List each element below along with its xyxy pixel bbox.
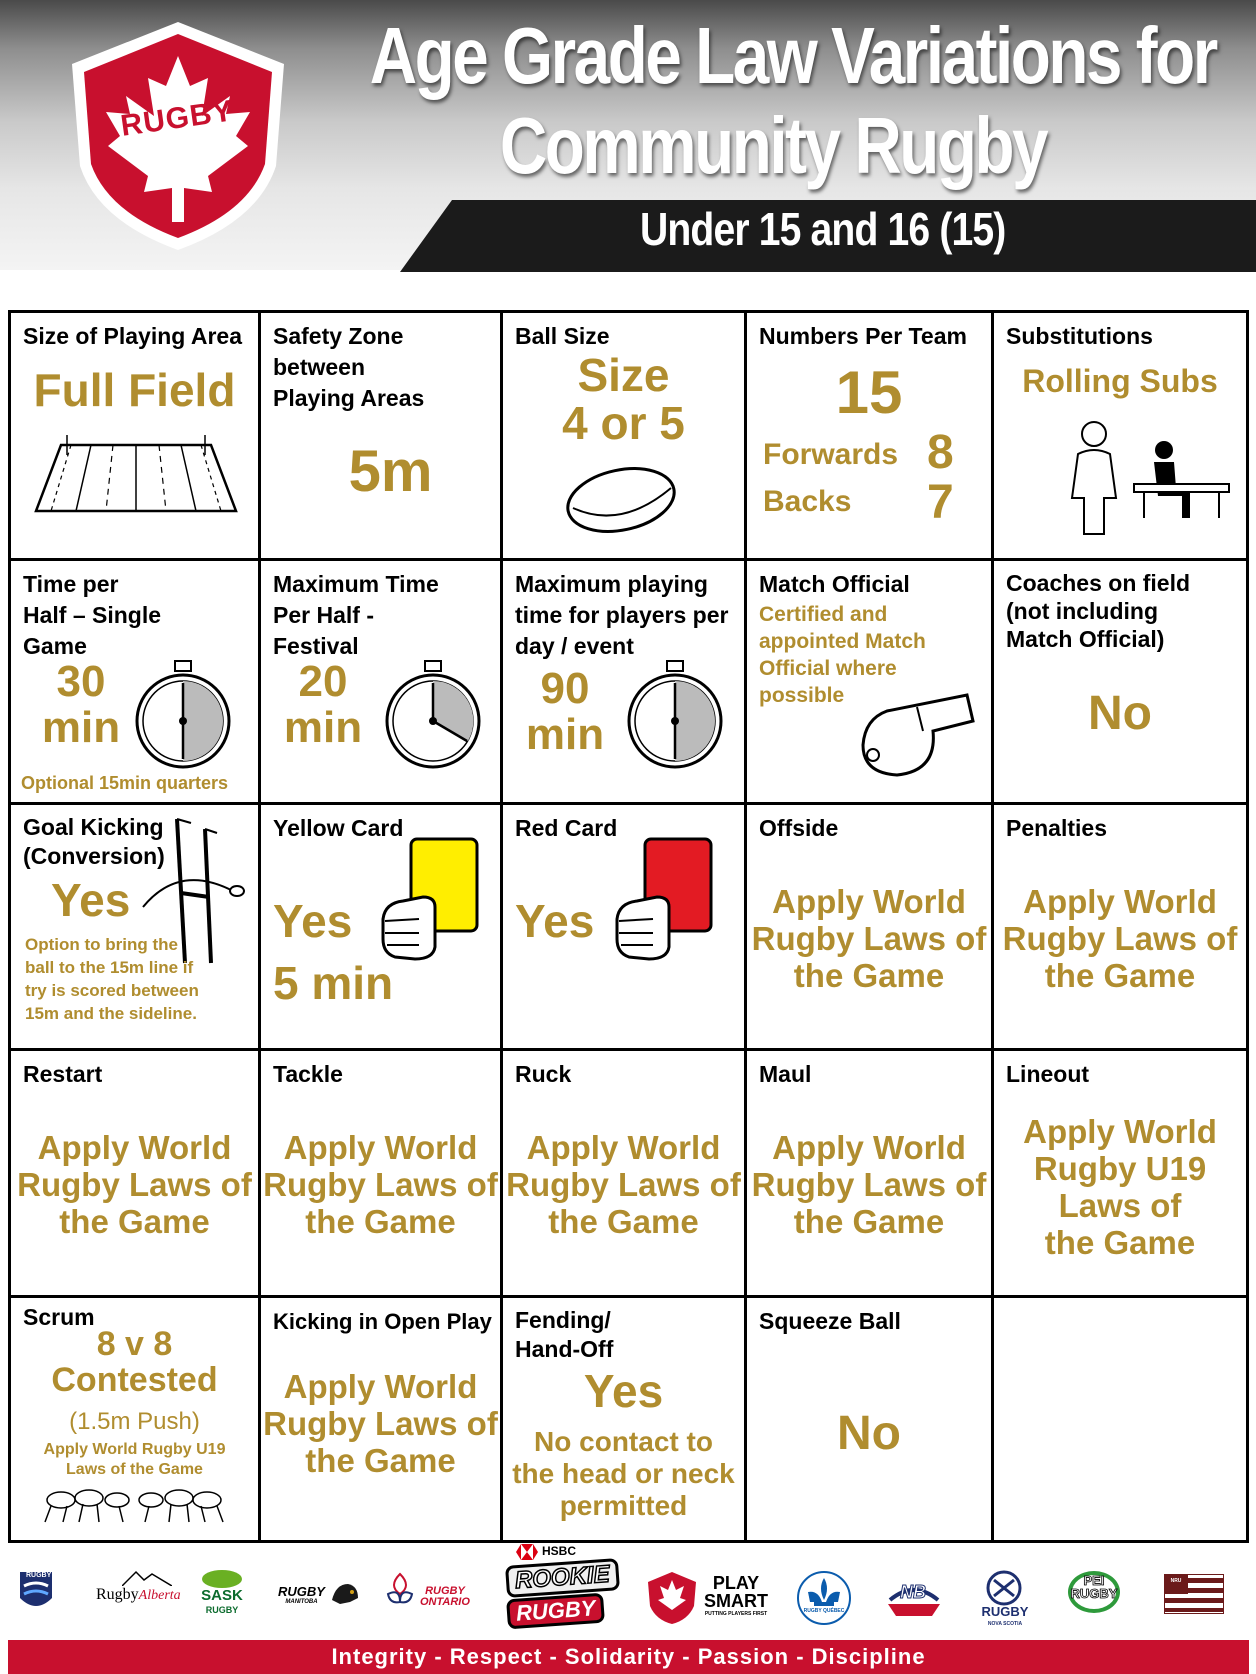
goal-kicking-value: Yes <box>51 874 131 926</box>
rugby-ball-icon <box>561 458 681 538</box>
value-line: Apply World <box>772 883 966 920</box>
value-line: Rugby Laws of <box>1002 920 1238 957</box>
trillium-icon <box>386 1572 414 1612</box>
quebec-fleur-de-lis-icon <box>796 1570 852 1626</box>
cell-label <box>1006 569 1190 653</box>
value-line: Contested <box>51 1361 218 1399</box>
value-line: Rugby Laws of <box>263 1166 498 1203</box>
fending-value: Yes <box>583 1365 664 1417</box>
label-line: Maximum playing <box>515 571 708 597</box>
note-line: No contact to <box>534 1426 713 1457</box>
ball-size-value <box>503 351 744 447</box>
label-line: Goal Kicking <box>23 814 164 840</box>
time-single-value <box>31 659 131 751</box>
logo-text: RUGBY <box>981 1604 1029 1619</box>
value-line: Apply World <box>1023 1113 1217 1150</box>
cell-squeeze-ball <box>747 1298 994 1540</box>
time-per-day-value <box>515 666 615 758</box>
cell-offside <box>747 805 994 1051</box>
restart-value <box>11 1129 258 1240</box>
bc-logo-text: RUGBY <box>26 1572 52 1579</box>
cell-time-per-day <box>503 561 747 805</box>
value-line: 4 or 5 <box>562 397 685 449</box>
page-title-line-1: Age Grade Law Variations for <box>369 11 1216 100</box>
cell-safety-zone <box>261 313 503 561</box>
cell-numbers-per-team <box>747 313 994 561</box>
value-number: 20 <box>298 657 348 706</box>
label-line: between <box>273 354 366 380</box>
numbers-value: 15 <box>835 359 903 426</box>
hsbc-logo-text: HSBC <box>542 1544 577 1558</box>
playing-area-value: Full Field <box>33 364 236 416</box>
value-line: Yes <box>273 895 353 947</box>
scrum-push: (1.5m Push) <box>69 1408 200 1435</box>
value-line: Apply World <box>526 1129 721 1166</box>
label-line: Maximum Time <box>273 571 439 597</box>
label-line: Hand-Off <box>515 1336 614 1362</box>
cell-coaches-on-field <box>994 561 1246 805</box>
label-line: day / event <box>515 633 634 659</box>
value-line: the Game <box>793 957 945 994</box>
label-line: Safety Zone <box>273 323 404 349</box>
cell-kicking-open-play <box>261 1298 503 1540</box>
cell-maul <box>747 1051 994 1298</box>
scrum-value <box>11 1326 258 1398</box>
logo-text: Alberta <box>138 1588 181 1603</box>
time-single-note: Optional 15min quarters <box>21 773 229 793</box>
scrum-icon <box>39 1484 229 1524</box>
logo-text: RUGBY <box>506 1593 605 1630</box>
substitutions-value: Rolling Subs <box>1022 363 1218 399</box>
yellow-card-value <box>273 890 393 1014</box>
label-line: Game <box>23 633 87 659</box>
red-card-value: Yes <box>515 895 595 947</box>
logo-text: Rugby <box>96 1586 139 1603</box>
logo-text: ONTARIO <box>420 1596 470 1608</box>
maul-value <box>747 1129 991 1240</box>
play-smart-logo <box>704 1574 768 1618</box>
kicking-open-play-value <box>261 1368 500 1479</box>
goal-kicking-note <box>25 933 199 1025</box>
fending-note <box>503 1426 744 1522</box>
note-line: the head or neck <box>512 1458 735 1489</box>
rugby-field-icon <box>31 433 241 517</box>
value-line: Apply World <box>283 1368 478 1405</box>
cell-label: Ball Size <box>515 323 610 349</box>
page-subtitle: Under 15 and 16 (15) <box>640 203 1006 255</box>
forwards-value: 8 <box>927 426 954 479</box>
cell-fending-hand-off <box>503 1298 747 1540</box>
ontario-logo <box>420 1586 470 1608</box>
cell-label: Offside <box>759 815 839 841</box>
value-line: Rugby U19 <box>1033 1150 1207 1187</box>
cell-label <box>273 569 439 662</box>
cell-label: Substitutions <box>1006 323 1153 349</box>
cell-ball-size <box>503 313 747 561</box>
cell-label <box>23 569 161 662</box>
logo-text: PLAY <box>712 1573 760 1593</box>
value-number: 30 <box>56 657 106 706</box>
cell-scrum <box>11 1298 261 1540</box>
cell-label <box>515 1306 613 1364</box>
tackle-value <box>261 1129 500 1240</box>
law-variations-grid <box>8 310 1249 1543</box>
quebec-logo-text: RUGBY QUÉBEC <box>803 1608 845 1614</box>
lineout-value <box>994 1113 1246 1261</box>
note-line: Laws of the Game <box>66 1461 203 1478</box>
stopwatch-icon <box>383 659 483 771</box>
cell-label: Maul <box>759 1061 812 1087</box>
safety-zone-value: 5m <box>348 439 433 504</box>
logo-text: MANITOBA <box>285 1599 318 1605</box>
cell-tackle <box>261 1051 503 1298</box>
nova-scotia-emblem-icon <box>984 1570 1024 1606</box>
cell-label: Penalties <box>1006 815 1107 841</box>
motto-bar <box>8 1640 1249 1674</box>
cell-time-single-game <box>11 561 261 805</box>
value-line: appointed Match <box>759 630 926 653</box>
shield-logo-text: RUGBY <box>118 94 236 143</box>
header-banner <box>0 0 1256 270</box>
value-line: Apply World <box>37 1129 232 1166</box>
nova-scotia-logo <box>978 1606 1032 1630</box>
value-line: Rugby Laws of <box>506 1166 741 1203</box>
partner-logo-row <box>0 1544 1256 1648</box>
cell-label: Squeeze Ball <box>759 1308 901 1334</box>
player-and-bench-icon <box>1054 418 1234 538</box>
offside-value <box>747 883 991 994</box>
cell-match-official <box>747 561 994 805</box>
label-line: time for players per <box>515 602 729 628</box>
cell-label: Red Card <box>515 815 618 841</box>
stopwatch-icon <box>625 659 725 771</box>
pei-logo <box>1070 1574 1118 1600</box>
note-line: 15m and the sideline. <box>25 1004 197 1023</box>
cell-label: Numbers Per Team <box>759 323 967 349</box>
value-line: Apply World <box>283 1129 478 1166</box>
label-line: Per Half - <box>273 602 374 628</box>
cell-substitutions <box>994 313 1246 561</box>
yellow-card-icon <box>379 835 489 965</box>
logo-text: RUGBY <box>425 1585 465 1597</box>
value-number: 90 <box>540 664 590 713</box>
cell-time-festival <box>261 561 503 805</box>
cell-label: Match Official <box>759 571 910 597</box>
cell-ruck <box>503 1051 747 1298</box>
cell-label: Ruck <box>515 1061 572 1087</box>
cell-label: Yellow Card <box>273 815 404 841</box>
value-line: 8 v 8 <box>96 1325 173 1363</box>
alberta-logo <box>96 1586 181 1604</box>
note-line: Option to bring the <box>25 935 178 954</box>
sask-logo <box>200 1588 244 1618</box>
note-line: ball to the 15m line if <box>25 958 194 977</box>
note-line: permitted <box>559 1490 688 1521</box>
mountain-icon <box>122 1570 172 1586</box>
value-line: the Game <box>305 1203 456 1240</box>
value-line: the Game <box>1044 1224 1196 1261</box>
cell-empty <box>994 1298 1246 1540</box>
squeeze-ball-value: No <box>837 1407 901 1460</box>
value-line: Rugby Laws of <box>751 920 987 957</box>
value-line: Certified and <box>759 603 888 626</box>
value-line: Laws of <box>1058 1187 1182 1224</box>
rookie-rugby-logo <box>506 1560 611 1632</box>
nl-logo-text: NRU <box>1170 1578 1182 1584</box>
logo-text: RUGBY <box>278 1584 325 1599</box>
value-unit: min <box>283 703 363 752</box>
value-line: Official where <box>759 657 897 680</box>
backs-value: 7 <box>927 476 954 529</box>
value-line: Apply World <box>772 1129 966 1166</box>
logo-text: RUGBY <box>205 1605 239 1615</box>
label-line: Coaches on field <box>1006 570 1191 596</box>
values-motto: Integrity - Respect - Solidarity - Passion - Discipline <box>331 1644 926 1669</box>
value-line: Rugby Laws of <box>263 1405 498 1442</box>
hsbc-hexagon-icon <box>516 1544 538 1560</box>
cell-lineout <box>994 1051 1246 1298</box>
cell-label: Restart <box>23 1061 103 1087</box>
value-line: the Game <box>1044 957 1196 994</box>
red-card-icon <box>613 835 723 965</box>
logo-text: SMART <box>704 1591 768 1611</box>
bison-icon <box>330 1580 360 1606</box>
cell-goal-kicking <box>11 805 261 1051</box>
value-line: Rugby Laws of <box>751 1166 987 1203</box>
coaches-value: No <box>1088 687 1152 740</box>
label-line: Match Official) <box>1006 626 1165 652</box>
value-line: 5 min <box>273 957 394 1009</box>
logo-text: PUTTING PLAYERS FIRST <box>704 1611 768 1617</box>
cell-penalties <box>994 805 1246 1051</box>
cell-label: Lineout <box>1006 1061 1090 1087</box>
scrum-note <box>11 1440 258 1480</box>
label-line: (Conversion) <box>23 843 165 869</box>
penalties-value <box>994 883 1246 994</box>
logo-text: SASK <box>201 1587 243 1604</box>
value-line: the Game <box>305 1442 456 1479</box>
page-title-line-2: Community Rugby <box>499 101 1046 190</box>
cell-restart <box>11 1051 261 1298</box>
cell-label: Scrum <box>23 1304 95 1330</box>
note-line: try is scored between <box>25 981 199 1000</box>
label-line: Fending/ <box>515 1307 611 1333</box>
cell-yellow-card <box>261 805 503 1051</box>
note-line: Apply World Rugby U19 <box>43 1441 226 1458</box>
cell-label <box>515 569 728 662</box>
value-line: Size <box>577 349 670 401</box>
label-line: Playing Areas <box>273 385 425 411</box>
manitoba-logo <box>278 1586 325 1608</box>
cell-playing-area <box>11 313 261 561</box>
nb-logo-text: NB <box>900 1582 926 1602</box>
backs-label: Backs <box>763 485 852 518</box>
logo-text: ROOKIE <box>505 1558 620 1598</box>
value-line: the Game <box>793 1203 945 1240</box>
label-line: Half – Single <box>23 602 162 628</box>
cell-label: Tackle <box>273 1061 343 1087</box>
value-line: possible <box>759 684 845 707</box>
cell-label: Size of Playing Area <box>23 323 242 349</box>
value-unit: min <box>525 710 605 759</box>
label-line: Festival <box>273 633 359 659</box>
value-line: the Game <box>548 1203 699 1240</box>
label-line: Time per <box>23 571 119 597</box>
value-line: Rugby Laws of <box>17 1166 252 1203</box>
cell-label <box>273 321 424 414</box>
ruck-value <box>503 1129 744 1240</box>
stopwatch-icon <box>133 659 233 771</box>
value-line: Apply World <box>1023 883 1217 920</box>
cell-red-card <box>503 805 747 1051</box>
value-line: the Game <box>59 1203 210 1240</box>
forwards-label: Forwards <box>763 438 899 471</box>
play-smart-shield-icon <box>646 1570 698 1626</box>
logo-text: NOVA SCOTIA <box>987 1621 1023 1627</box>
whistle-icon <box>857 691 977 781</box>
logo-text: PEI <box>1083 1573 1105 1588</box>
value-unit: min <box>41 703 121 752</box>
cell-label: Kicking in Open Play <box>273 1309 492 1334</box>
time-festival-value <box>273 659 373 751</box>
logo-text: RUGBY <box>1070 1586 1118 1601</box>
label-line: (not including <box>1006 598 1159 624</box>
